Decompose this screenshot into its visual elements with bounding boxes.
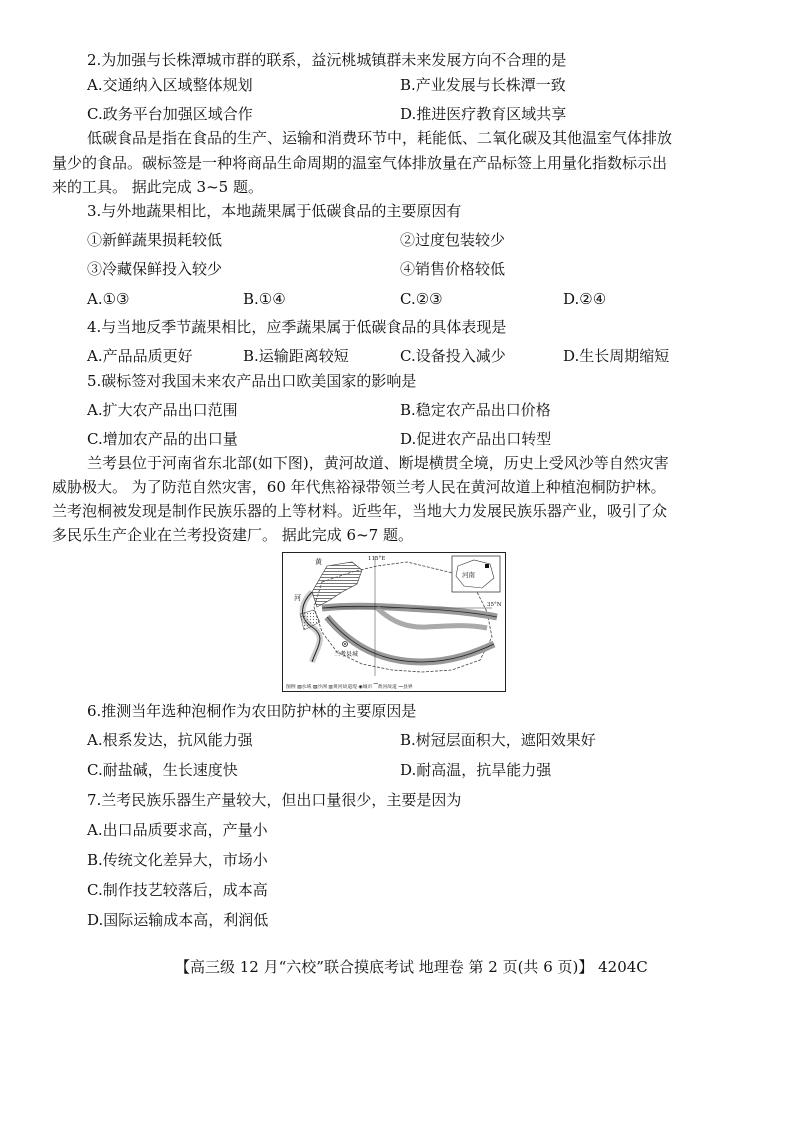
latitude-label: 35°N [487,602,502,608]
q6-option-a: A.根系发达，抗风能力强 [87,731,253,749]
q3-option-c: C.②③ [400,290,443,308]
passage2-line4: 多民乐生产企业在兰考投资建厂。 据此完成 6~7 题。 [52,526,413,544]
passage1-line1: 低碳食品是指在食品的生产、运输和消费环节中，耗能低、二氧化碳及其他温室气体排放 [87,129,673,147]
q5-option-c: C.增加农产品的出口量 [87,430,238,448]
q7-stem: 7.兰考民族乐器生产量较大，但出口量很少，主要是因为 [87,791,462,809]
q3-option-a: A.①③ [87,290,130,308]
passage2-line3: 兰考泡桐被发现是制作民族乐器的上等材料。近些年，当地大力发展民族乐器产业，吸引了众 [52,502,668,520]
city-label: 兰考县城 [334,651,359,658]
q3-item-1: ①新鲜蔬果损耗较低 [87,231,223,249]
q5-stem: 5.碳标签对我国未来农产品出口欧美国家的影响是 [87,372,417,390]
q2-stem: 2.为加强与长株潭城市群的联系，益沅桃城镇群未来发展方向不合理的是 [87,51,567,69]
q7-option-b: B.传统文化差异大，市场小 [87,851,268,869]
passage1-line3: 来的工具。 据此完成 3~5 题。 [52,178,263,196]
q7-option-c: C.制作技艺较落后，成本高 [87,881,268,899]
q2-option-c: C.政务平台加强区域合作 [87,105,253,123]
q6-option-d: D.耐高温，抗旱能力强 [400,761,552,779]
q7-option-d: D.国际运输成本高，利润低 [87,911,269,929]
passage2-line1: 兰考县位于河南省东北部(如下图)，黄河故道、断堤横贯全境，历史上受风沙等自然灾害 [87,454,669,472]
river-label-he: 河 [294,594,301,602]
q4-option-d: D.生长周期缩短 [563,347,670,365]
passage1-line2: 量少的食品。碳标签是一种将商品生命周期的温室气体排放量在产品标签上用量化指数标示出 [52,154,668,172]
map-legend: 图例 ▨水域 ▧沙洲 ▥黄河故道堤 ◉城市 ⁀黄河故道 ⁓县界 [286,685,413,690]
q3-option-d: D.②④ [563,290,607,308]
q6-option-c: C.耐盐碱，生长速度快 [87,761,238,779]
q3-stem: 3.与外地蔬果相比，本地蔬果属于低碳食品的主要原因有 [87,202,462,220]
q6-option-b: B.树冠层面积大，遮阳效果好 [400,731,596,749]
q3-option-b: B.①④ [243,290,286,308]
page-footer: 【高三级 12 月“六校”联合摸底考试 地理卷 第 2 页(共 6 页)】 4204C [175,958,648,976]
inset-county-marker [485,564,489,568]
q7-option-a: A.出口品质要求高，产量小 [87,821,268,839]
q2-option-b: B.产业发展与长株潭一致 [400,76,566,94]
q4-option-a: A.产品品质更好 [87,347,193,365]
river-label-huang: 黄 [315,558,322,566]
q4-option-b: B.运输距离较短 [243,347,349,365]
inset-label: 河南 [462,571,475,579]
q5-option-b: B.稳定农产品出口价格 [400,401,551,419]
q6-stem: 6.推测当年选种泡桐作为农田防护林的主要原因是 [87,702,417,720]
q5-option-d: D.促进农产品出口转型 [400,430,552,448]
q4-stem: 4.与当地反季节蔬果相比，应季蔬果属于低碳食品的具体表现是 [87,318,507,336]
q2-option-a: A.交通纳入区域整体规划 [87,76,253,94]
longitude-label: 115°E [368,556,386,562]
q4-option-c: C.设备投入减少 [400,347,506,365]
q3-item-2: ②过度包装较少 [400,231,506,249]
q3-item-3: ③冷藏保鲜投入较少 [87,260,223,278]
q3-item-4: ④销售价格较低 [400,260,506,278]
lankao-map [282,552,506,692]
q5-option-a: A.扩大农产品出口范围 [87,401,238,419]
passage2-line2: 威胁极大。 为了防范自然灾害，60 年代焦裕禄带领兰考人民在黄河故道上种植泡桐防护林。 [52,478,666,496]
q2-option-d: D.推进医疗教育区域共享 [400,105,567,123]
